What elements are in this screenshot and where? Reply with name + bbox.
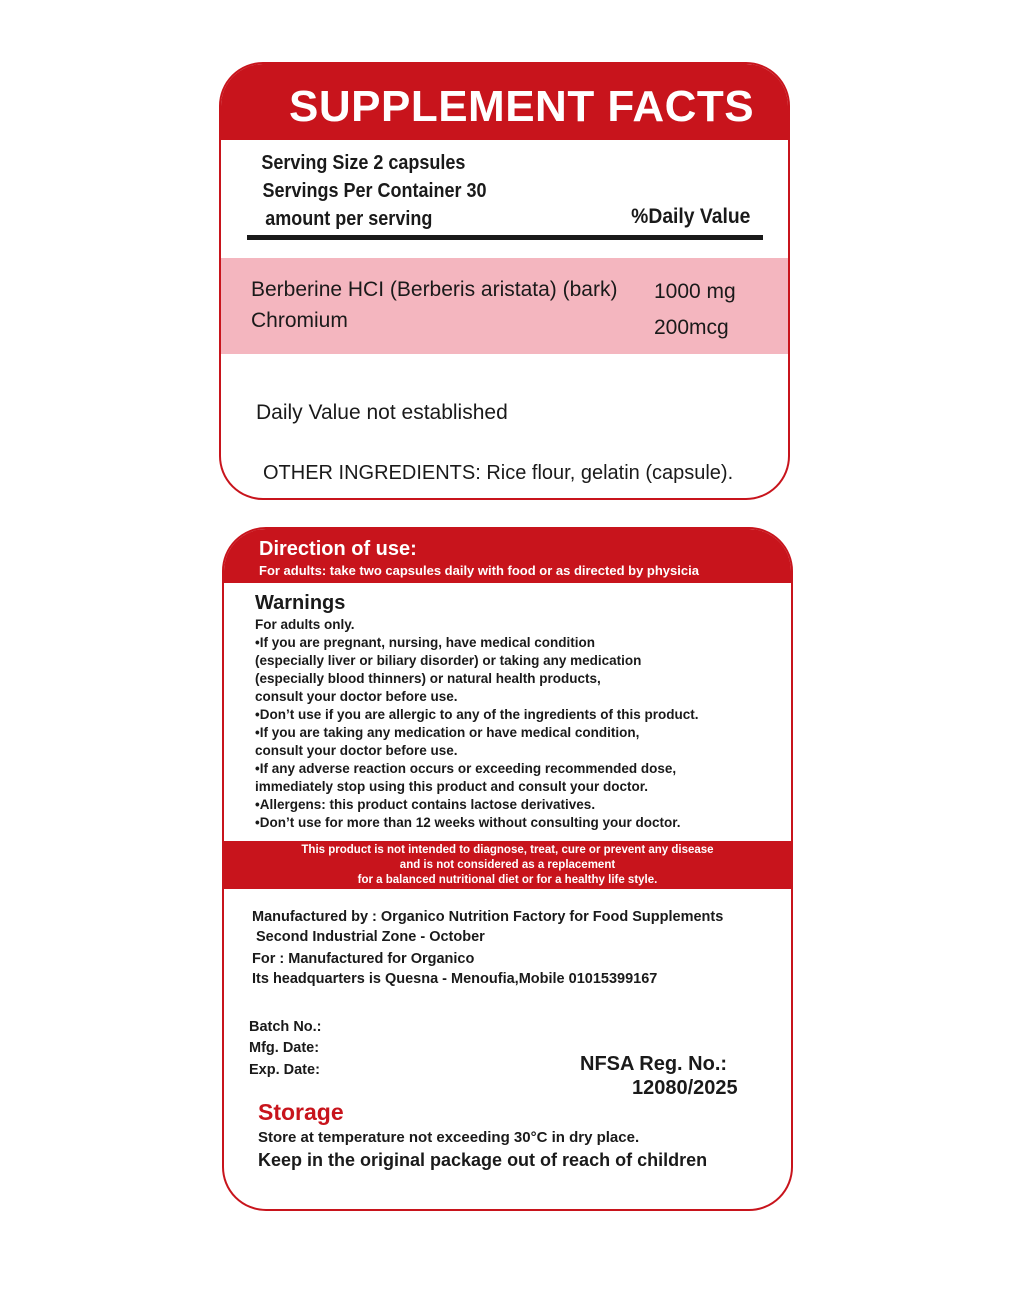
disclaimer-line: for a balanced nutritional diet or for a healthy life style.: [357, 874, 658, 886]
directions-text: For adults: take two capsules daily with food or as directed by physicia: [259, 563, 699, 578]
daily-value-label: %Daily Value: [631, 205, 751, 228]
manufacturer-line-3: For : Manufactured for Organico: [252, 951, 475, 967]
servings-per-container: Servings Per Container 30: [262, 180, 487, 202]
information-panel: [222, 527, 793, 1211]
warning-line: consult your doctor before use.: [255, 743, 458, 758]
warning-line: consult your doctor before use.: [255, 689, 458, 704]
supplement-facts-panel: [219, 62, 790, 500]
exp-date: Exp. Date:: [249, 1062, 320, 1078]
ingredient-name-1: Berberine HCI (Berberis aristata) (bark): [251, 278, 618, 301]
disclaimer-line: This product is not intended to diagnose, treat, cure or prevent any disease: [301, 844, 714, 856]
disclaimer: [224, 843, 791, 888]
ingredient-name-2: Chromium: [251, 309, 348, 332]
warning-line: immediately stop using this product and consult your doctor.: [255, 779, 649, 794]
nfsa-reg-number: 12080/2025: [632, 1077, 738, 1099]
facts-title: SUPPLEMENT FACTS: [289, 82, 755, 131]
mfg-date: Mfg. Date:: [249, 1040, 320, 1056]
warning-line: •Don’t use for more than 12 weeks without consulting your doctor.: [255, 815, 681, 830]
manufacturer-line-4: Its headquarters is Quesna - Menoufia,Mobile 01015399167: [252, 971, 658, 987]
disclaimer-line: and is not considered as a replacement: [399, 859, 616, 871]
warnings-title: Warnings: [255, 592, 346, 614]
warning-line: •Allergens: this product contains lactose derivatives.: [255, 797, 596, 812]
storage-line-1: Store at temperature not exceeding 30°C in dry place.: [258, 1129, 640, 1146]
storage-line-2: Keep in the original package out of reach of children: [258, 1150, 708, 1170]
manufacturer-line-2: Second Industrial Zone - October: [256, 929, 485, 945]
serving-size: Serving Size 2 capsules: [261, 152, 466, 174]
other-ingredients: OTHER INGREDIENTS: Rice flour, gelatin (capsule).: [263, 462, 734, 484]
warning-line: (especially blood thinners) or natural health products,: [255, 671, 601, 686]
amount-per-serving-label: amount per serving: [265, 208, 433, 230]
warning-line: •If any adverse reaction occurs or exceeding recommended dose,: [255, 761, 677, 776]
daily-value-note: Daily Value not established: [256, 401, 508, 424]
nfsa-reg-label: NFSA Reg. No.:: [580, 1053, 728, 1075]
directions-title: Direction of use:: [259, 538, 417, 560]
warning-line: •If you are pregnant, nursing, have medical condition: [255, 635, 596, 650]
storage-title: Storage: [258, 1099, 344, 1125]
warnings-list: [255, 616, 699, 832]
warning-line: (especially liver or biliary disorder) or taking any medication: [255, 653, 642, 668]
ingredient-amount-1: 1000 mg: [654, 280, 736, 303]
manufacturer-line-1: Manufactured by : Organico Nutrition Factory for Food Supplements: [252, 909, 724, 925]
warning-line: •If you are taking any medication or have medical condition,: [255, 725, 640, 740]
warning-line: For adults only.: [255, 617, 355, 632]
warning-line: •Don’t use if you are allergic to any of the ingredients of this product.: [255, 707, 699, 722]
header-rule: [247, 235, 763, 240]
batch-no: Batch No.:: [249, 1019, 322, 1035]
ingredient-amount-2: 200mcg: [654, 316, 729, 339]
